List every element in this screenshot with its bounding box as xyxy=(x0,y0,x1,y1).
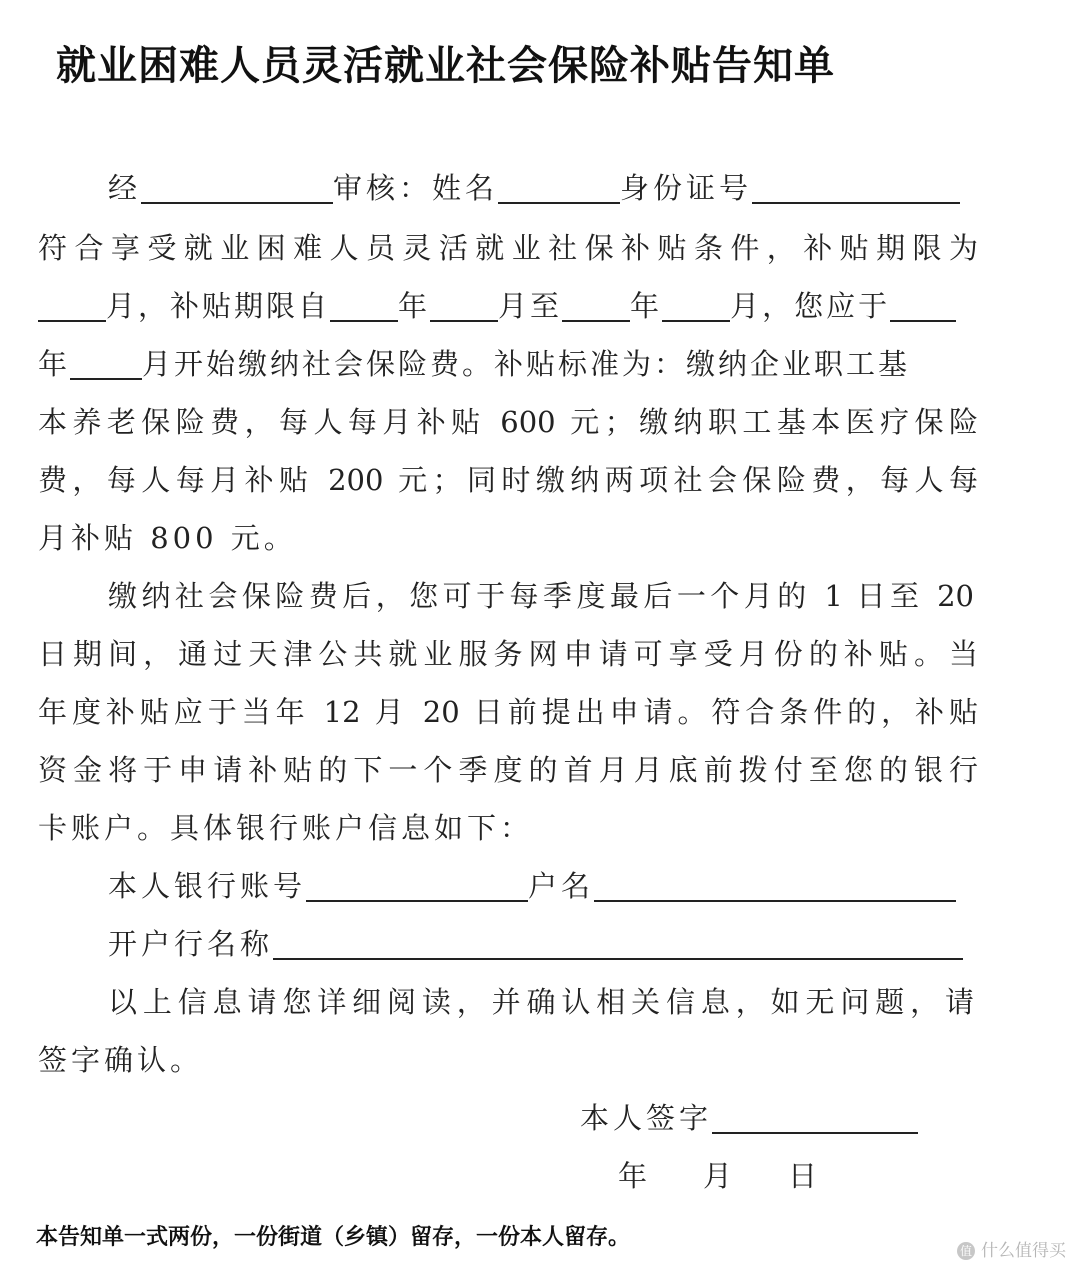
end-month-blank[interactable] xyxy=(662,290,730,322)
form-line-16: 签字确认。 xyxy=(38,1043,204,1077)
form-line-7: 月补贴 800 元。 xyxy=(38,521,297,555)
period-label: 月，补贴期限自 xyxy=(106,289,331,323)
form-line-bank-account xyxy=(108,866,1048,906)
date-day-label: 日 xyxy=(788,1159,822,1193)
name-blank[interactable] xyxy=(498,172,620,204)
end-year-blank[interactable] xyxy=(562,290,630,322)
reviewer-blank[interactable] xyxy=(141,172,333,204)
bank-account-label: 本人银行账号 xyxy=(108,869,307,903)
watermark-text: 什么值得买 xyxy=(981,1241,1066,1261)
watermark xyxy=(957,1236,1066,1261)
year-label-2: 年 xyxy=(630,289,663,323)
form-line-period xyxy=(38,286,978,326)
account-name-blank[interactable] xyxy=(594,870,956,902)
bank-name-label: 开户行名称 xyxy=(108,927,274,961)
start-month-blank[interactable] xyxy=(430,290,498,322)
signature-blank[interactable] xyxy=(712,1102,918,1134)
year-label-3: 年 xyxy=(38,347,71,381)
form-line-15: 以上信息请您详细阅读，并确认相关信息，如无问题，请 xyxy=(108,985,974,1019)
subsidy-months-blank[interactable] xyxy=(38,290,106,322)
month-should-label: 月，您应于 xyxy=(730,289,891,323)
month-to-label: 月至 xyxy=(498,289,563,323)
signature-label: 本人签字 xyxy=(580,1101,713,1135)
form-line-8: 缴纳社会保险费后，您可于每季度最后一个月的 1 日至 20 xyxy=(108,579,974,613)
form-line-2: 符合享受就业困难人员灵活就业社保补贴条件，补贴期限为 xyxy=(38,231,978,265)
signature-line xyxy=(580,1098,940,1138)
pay-month-blank[interactable] xyxy=(70,348,142,380)
account-name-label: 户名 xyxy=(528,869,595,903)
subsidy-standard-text: 月开始缴纳社会保险费。补贴标准为：缴纳企业职工基 xyxy=(142,347,911,381)
footnote: 本告知单一式两份，一份街道（乡镇）留存，一份本人留存。 xyxy=(36,1225,631,1250)
start-year-blank[interactable] xyxy=(330,290,398,322)
form-line-10: 年度补贴应于当年 12 月 20 日前提出申请。符合条件的，补贴 xyxy=(38,695,978,729)
form-line-12: 卡账户。具体银行账户信息如下： xyxy=(38,811,534,845)
form-line-11: 资金将于申请补贴的下一个季度的首月月底前拨付至您的银行 xyxy=(38,753,978,787)
form-line-5: 本养老保险费，每人每月补贴 600 元；缴纳职工基本医疗保险 xyxy=(38,405,978,439)
form-line-6: 费，每人每月补贴 200 元；同时缴纳两项社会保险费，每人每 xyxy=(38,463,978,497)
form-line-start-pay xyxy=(38,344,978,384)
bank-name-blank[interactable] xyxy=(273,928,963,960)
form-line-9: 日期间，通过天津公共就业服务网申请可享受月份的补贴。当 xyxy=(38,637,978,671)
date-month-label: 月 xyxy=(703,1159,737,1193)
date-line xyxy=(618,1156,838,1196)
year-label-1: 年 xyxy=(398,289,431,323)
reviewer-prefix: 经 xyxy=(108,171,142,205)
form-line-reviewer xyxy=(38,168,978,208)
watermark-logo-icon: 值 xyxy=(957,1242,975,1260)
pay-year-blank[interactable] xyxy=(890,290,956,322)
bank-account-blank[interactable] xyxy=(306,870,528,902)
document-title: 就业困难人员灵活就业社会保险补贴告知单 xyxy=(56,43,835,89)
id-number-blank[interactable] xyxy=(752,172,960,204)
id-number-label: 身份证号 xyxy=(620,171,753,205)
date-year-label: 年 xyxy=(618,1159,652,1193)
form-line-bank-name xyxy=(108,924,1048,964)
name-label: 审核：姓名 xyxy=(333,171,499,205)
